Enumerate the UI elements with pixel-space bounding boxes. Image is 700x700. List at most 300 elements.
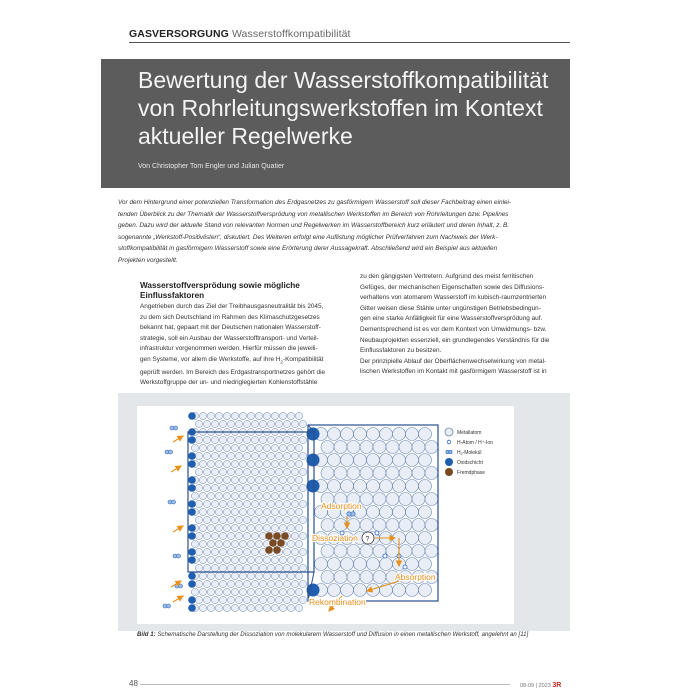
metal-atom [299, 516, 306, 523]
body-line: strategie, soll ein Ausbau der Wasserstofftransport- und Verteil- [140, 334, 319, 342]
metal-atom [334, 467, 347, 480]
metal-atom [367, 480, 380, 493]
abstract-line: Vor dem Hintergrund einer potenziellen Transformation des Erdgasnetzes zu gasförmigem Wasserstoff soll dieser Fachbeitrag einen einlei- [118, 199, 512, 206]
metal-atom [227, 532, 234, 539]
metal-atom [199, 556, 206, 563]
metal-atom [199, 524, 206, 531]
legend-metal-swatch [445, 428, 453, 436]
metal-atom [251, 564, 258, 571]
metal-atom [380, 558, 393, 571]
metal-atom [367, 506, 380, 519]
metal-atom [203, 564, 210, 571]
metal-atom [412, 545, 425, 558]
metal-atom [239, 460, 246, 467]
metal-atom [295, 444, 302, 451]
metal-atom [223, 556, 230, 563]
body-line: lischen Werkstoffen im Kontakt mit gasförmigem Wasserstoff ist in [360, 368, 547, 376]
metal-atom [259, 516, 266, 523]
oxide-atom [188, 556, 196, 564]
metal-atom [393, 506, 406, 519]
metal-atom [243, 468, 250, 475]
header-rule [129, 42, 570, 43]
metal-atom [354, 584, 367, 597]
metal-atom [203, 580, 210, 587]
metal-atom [199, 476, 206, 483]
metal-atom [231, 572, 238, 579]
metal-atom [235, 516, 242, 523]
metal-atom [219, 468, 226, 475]
metal-atom [279, 460, 286, 467]
metal-atom [239, 524, 246, 531]
metal-atom [211, 516, 218, 523]
metal-atom [251, 580, 258, 587]
metal-atom [223, 412, 230, 419]
body-line: infrastruktur vorgenommen werden. Hierfür müssen die jeweili- [140, 345, 318, 353]
metal-atom [360, 571, 373, 584]
journal-logo: 3R [552, 682, 562, 689]
metal-atom [283, 484, 290, 491]
metal-atom [255, 508, 262, 515]
label-adsorption: Adsorption [321, 501, 362, 511]
metal-atom [211, 452, 218, 459]
metal-atom [235, 452, 242, 459]
metal-atom [291, 532, 298, 539]
metal-atom [199, 604, 206, 611]
oxide-atom [188, 572, 196, 580]
metal-atom [271, 444, 278, 451]
metal-atom [247, 524, 254, 531]
metal-atom [406, 506, 419, 519]
metal-atom [199, 572, 206, 579]
h2-atom [177, 554, 181, 558]
metal-atom [419, 506, 432, 519]
metal-atom [235, 564, 242, 571]
metal-atom [291, 436, 298, 443]
metal-atom [255, 540, 262, 547]
title-line-3: aktueller Regelwerke [138, 123, 353, 149]
metal-atom [255, 412, 262, 419]
metal-atom [243, 484, 250, 491]
h2-atom [351, 512, 355, 516]
process-arrow [171, 466, 181, 472]
body-line: Gitter weisen diese Stähle unter ungünstigen Betriebsbedingun- [360, 304, 541, 312]
metal-atom [299, 532, 306, 539]
metal-atom [211, 500, 218, 507]
metal-atom [267, 468, 274, 475]
metal-atom [243, 580, 250, 587]
metal-atom [219, 532, 226, 539]
metal-atom [243, 516, 250, 523]
metal-atom [207, 476, 214, 483]
metal-atom [247, 492, 254, 499]
metal-atom [386, 441, 399, 454]
authors: Von Christopher Tom Engler und Julian Quatier [138, 163, 285, 170]
metal-atom [267, 500, 274, 507]
legend-h-atom-swatch [447, 440, 451, 444]
metal-atom [263, 460, 270, 467]
metal-atom [321, 545, 334, 558]
metal-atom [393, 428, 406, 441]
metal-atom [259, 484, 266, 491]
title-line-1: Bewertung der Wasserstoffkompatibilität [138, 67, 549, 93]
metal-atom [251, 532, 258, 539]
oxide-atom [188, 476, 196, 484]
metal-atom [354, 428, 367, 441]
metal-atom [283, 580, 290, 587]
metal-atom [207, 492, 214, 499]
metal-atom [287, 572, 294, 579]
metal-atom [243, 420, 250, 427]
body-line: Der prinzipielle Ablauf der Oberflächenwechselwirkung von metal- [360, 357, 547, 365]
metal-atom [291, 500, 298, 507]
metal-atom [251, 452, 258, 459]
metal-atom [299, 596, 306, 603]
metal-atom [267, 564, 274, 571]
metal-atom [275, 596, 282, 603]
legend-metal: Metallatom [457, 430, 482, 436]
metal-atom [291, 484, 298, 491]
metal-atom [219, 596, 226, 603]
metal-atom [341, 480, 354, 493]
body-line [140, 355, 350, 368]
metal-atom [283, 420, 290, 427]
metal-atom [412, 519, 425, 532]
metal-atom [211, 436, 218, 443]
abstract-line: tenden Überblick zu der Thematik der Wasserstoffversprödung von metallischen Werkstoffen im Bereich von Rohrleitungen bzw. Pipelines [118, 210, 509, 218]
metal-atom [275, 452, 282, 459]
metal-atom [255, 604, 262, 611]
metal-atom [227, 580, 234, 587]
metal-atom [271, 460, 278, 467]
metal-atom [199, 444, 206, 451]
subsection-name: Wasserstoffkompatibilität [231, 28, 351, 40]
metal-atom [295, 412, 302, 419]
metal-atom [215, 572, 222, 579]
metal-atom [373, 467, 386, 480]
metal-atom [215, 508, 222, 515]
metal-atom [255, 492, 262, 499]
h2-atom [174, 426, 178, 430]
metal-atom [199, 508, 206, 515]
metal-atom [247, 476, 254, 483]
metal-atom [299, 484, 306, 491]
metal-atom [219, 452, 226, 459]
metal-atom [255, 524, 262, 531]
metal-atom [231, 492, 238, 499]
caption-label: Bild 1: [137, 631, 156, 638]
metal-atom [287, 588, 294, 595]
metal-atom [275, 420, 282, 427]
metal-atom [223, 540, 230, 547]
metal-atom [347, 545, 360, 558]
metal-atom [341, 454, 354, 467]
metal-atom [406, 584, 419, 597]
metal-atom [247, 460, 254, 467]
metal-atom [360, 441, 373, 454]
body-line: Angetrieben durch das Ziel der Treibhausgasneutralität bis 2045, [140, 303, 324, 310]
metal-atom [347, 467, 360, 480]
metal-atom [219, 548, 226, 555]
metal-atom [211, 564, 218, 571]
metal-atom [219, 420, 226, 427]
metal-atom [295, 572, 302, 579]
metal-atom [203, 548, 210, 555]
metal-atom [283, 500, 290, 507]
metal-atom [291, 596, 298, 603]
metal-atom [328, 428, 341, 441]
metal-atom [419, 454, 432, 467]
metal-atom [251, 436, 258, 443]
metal-atom [259, 468, 266, 475]
body-line: gen eine starke Anfälligkeit für eine Wasserstoffversprödung auf. [360, 315, 543, 323]
metal-atom [195, 564, 202, 571]
article-title [138, 66, 558, 150]
metal-atom [239, 476, 246, 483]
metal-atom [347, 519, 360, 532]
metal-atom [231, 460, 238, 467]
metal-atom [223, 572, 230, 579]
metal-atom [207, 604, 214, 611]
metal-atom [279, 508, 286, 515]
foreign-phase-atom [273, 546, 281, 554]
metal-atom [251, 420, 258, 427]
metal-atom [247, 572, 254, 579]
metal-atom [399, 519, 412, 532]
metal-atom [287, 444, 294, 451]
metal-atom [419, 584, 432, 597]
metal-atom [215, 524, 222, 531]
issue-number: 08-09 | 2023 [520, 683, 551, 689]
metal-atom [279, 572, 286, 579]
metal-atom [295, 588, 302, 595]
metal-atom [251, 596, 258, 603]
metal-atom [259, 436, 266, 443]
page-number: 48 [129, 679, 138, 688]
metal-atom [243, 500, 250, 507]
metal-atom [287, 508, 294, 515]
metal-atom [283, 436, 290, 443]
body-line: Einflussfaktoren zu besitzen. [360, 347, 442, 355]
metal-atom [295, 492, 302, 499]
heading-line: Einflussfaktoren [140, 291, 205, 300]
oxide-atom [188, 484, 196, 492]
metal-atom [279, 524, 286, 531]
metal-atom [386, 519, 399, 532]
metal-atom [223, 588, 230, 595]
metal-atom [195, 468, 202, 475]
metal-atom [271, 604, 278, 611]
metal-atom [291, 564, 298, 571]
metal-atom [195, 532, 202, 539]
oxide-atom [188, 580, 196, 588]
metal-atom [275, 436, 282, 443]
metal-atom [247, 444, 254, 451]
metal-atom [243, 548, 250, 555]
metal-atom [341, 558, 354, 571]
metal-atom [255, 556, 262, 563]
metal-atom [354, 558, 367, 571]
metal-atom [263, 572, 270, 579]
metal-atom [406, 428, 419, 441]
metal-atom [295, 556, 302, 563]
metal-atom [199, 588, 206, 595]
metal-atom [223, 476, 230, 483]
metal-atom [215, 412, 222, 419]
metal-atom [328, 480, 341, 493]
foreign-phase-atom [269, 539, 277, 547]
abstract-line: Projekten vorgestellt. [118, 256, 178, 264]
metal-atom [267, 580, 274, 587]
legend-h2-swatch [449, 450, 452, 453]
body-line: geprüft werden. Im Bereich des Erdgastransportnetzes gehört die [140, 368, 326, 376]
metal-atom [235, 436, 242, 443]
body-line: Werkstoffgruppe der un- und niedriglegierten Kohlenstoffstähle [140, 379, 318, 387]
metal-atom [275, 516, 282, 523]
legend-oxide-swatch [445, 458, 453, 466]
metal-atom [321, 441, 334, 454]
oxide-atom [188, 508, 196, 516]
metal-atom [195, 436, 202, 443]
metal-atom [263, 556, 270, 563]
metal-atom [267, 516, 274, 523]
metal-atom [412, 441, 425, 454]
h-atom [403, 565, 407, 569]
metal-atom [263, 476, 270, 483]
metal-atom [386, 493, 399, 506]
metal-atom [203, 500, 210, 507]
metal-atom [255, 588, 262, 595]
metal-atom [283, 452, 290, 459]
metal-atom [211, 484, 218, 491]
oxide-atom [188, 436, 196, 444]
metal-atom [419, 428, 432, 441]
metal-atom [291, 548, 298, 555]
metal-atom [247, 604, 254, 611]
metal-atom [299, 468, 306, 475]
metal-atom [295, 524, 302, 531]
metal-atom [195, 580, 202, 587]
caption-text: Schematische Darstellung der Dissoziation von molekularem Wasserstoff und Diffusion in einen metallischen Werkstoff, angelehnt an [11] [157, 631, 529, 638]
metal-atom [275, 468, 282, 475]
metal-atom [195, 500, 202, 507]
metal-atom [263, 604, 270, 611]
metal-atom [279, 444, 286, 451]
body-column-left [140, 281, 350, 389]
body-text: -Kompatibilität [282, 355, 324, 363]
metal-atom [199, 460, 206, 467]
metal-atom [271, 508, 278, 515]
metal-atom [195, 420, 202, 427]
section-heading [140, 281, 350, 301]
metal-atom [243, 436, 250, 443]
metal-atom [215, 460, 222, 467]
metal-atom [386, 467, 399, 480]
metal-atom [195, 596, 202, 603]
process-arrow [173, 526, 183, 532]
h2-atom [172, 500, 176, 504]
footer-rule [140, 684, 510, 685]
metal-atom [271, 572, 278, 579]
figure-caption [137, 631, 577, 638]
metal-atom [367, 454, 380, 467]
metal-atom [231, 508, 238, 515]
metal-atom [267, 436, 274, 443]
metal-atom [251, 548, 258, 555]
metal-atom [247, 588, 254, 595]
metal-atom [239, 604, 246, 611]
metal-atom [259, 564, 266, 571]
metal-atom [239, 588, 246, 595]
metal-atom [223, 460, 230, 467]
metal-atom [199, 412, 206, 419]
metal-atom [255, 460, 262, 467]
metal-atom [279, 556, 286, 563]
metal-atom [195, 516, 202, 523]
oxide-atom [188, 460, 196, 468]
metal-atom [419, 532, 432, 545]
metal-atom [211, 580, 218, 587]
metal-atom [219, 564, 226, 571]
metal-atom [215, 540, 222, 547]
h-atom [375, 531, 379, 535]
metal-atom [425, 493, 438, 506]
metal-atom [215, 604, 222, 611]
metal-atom [321, 519, 334, 532]
metal-atom [239, 508, 246, 515]
metal-atom [207, 460, 214, 467]
metal-atom [287, 492, 294, 499]
metal-atom [279, 412, 286, 419]
body-line: bekannt hat, gepaart mit der Deutschen nationalen Wasserstoff- [140, 324, 321, 332]
metal-atom [299, 420, 306, 427]
metal-atom [380, 480, 393, 493]
metal-atom [211, 532, 218, 539]
metal-atom [334, 519, 347, 532]
metal-atom [227, 420, 234, 427]
metal-atom [263, 508, 270, 515]
metal-atom [406, 454, 419, 467]
oxide-atom [188, 524, 196, 532]
metal-atom [271, 524, 278, 531]
metal-atom [207, 508, 214, 515]
heading-line: Wasserstoffversprödung sowie mögliche [140, 281, 300, 290]
metal-atom [227, 500, 234, 507]
metal-atom [231, 588, 238, 595]
body-text: gen Systeme, vor allem die Werkstoffe, auf ihre H [140, 355, 281, 363]
metal-atom [275, 484, 282, 491]
metal-atom [299, 452, 306, 459]
label-dissociation: Dissoziation [312, 533, 358, 543]
abstract-line: geben. Dazu wird der aktuelle Stand von relevanten Normen und Regelwerken im Wasserstoffbereich kurz erläutert und deren Inhalt, z. B. [118, 222, 509, 230]
body-line: verhaltens von atomarem Wasserstoff im kubisch-raumzentrierten [360, 294, 547, 302]
metal-atom [399, 493, 412, 506]
foreign-phase-atom [273, 532, 281, 540]
metal-atom [235, 500, 242, 507]
metal-atom [283, 548, 290, 555]
metal-atom [243, 532, 250, 539]
oxide-atom [188, 452, 196, 460]
metal-atom [295, 460, 302, 467]
metal-atom [223, 444, 230, 451]
metal-atom [291, 468, 298, 475]
metal-atom [247, 508, 254, 515]
question-mark: ? [365, 536, 370, 543]
metal-atom [412, 493, 425, 506]
metal-atom [334, 441, 347, 454]
metal-atom [203, 532, 210, 539]
metal-atom [263, 412, 270, 419]
metal-atom [283, 596, 290, 603]
